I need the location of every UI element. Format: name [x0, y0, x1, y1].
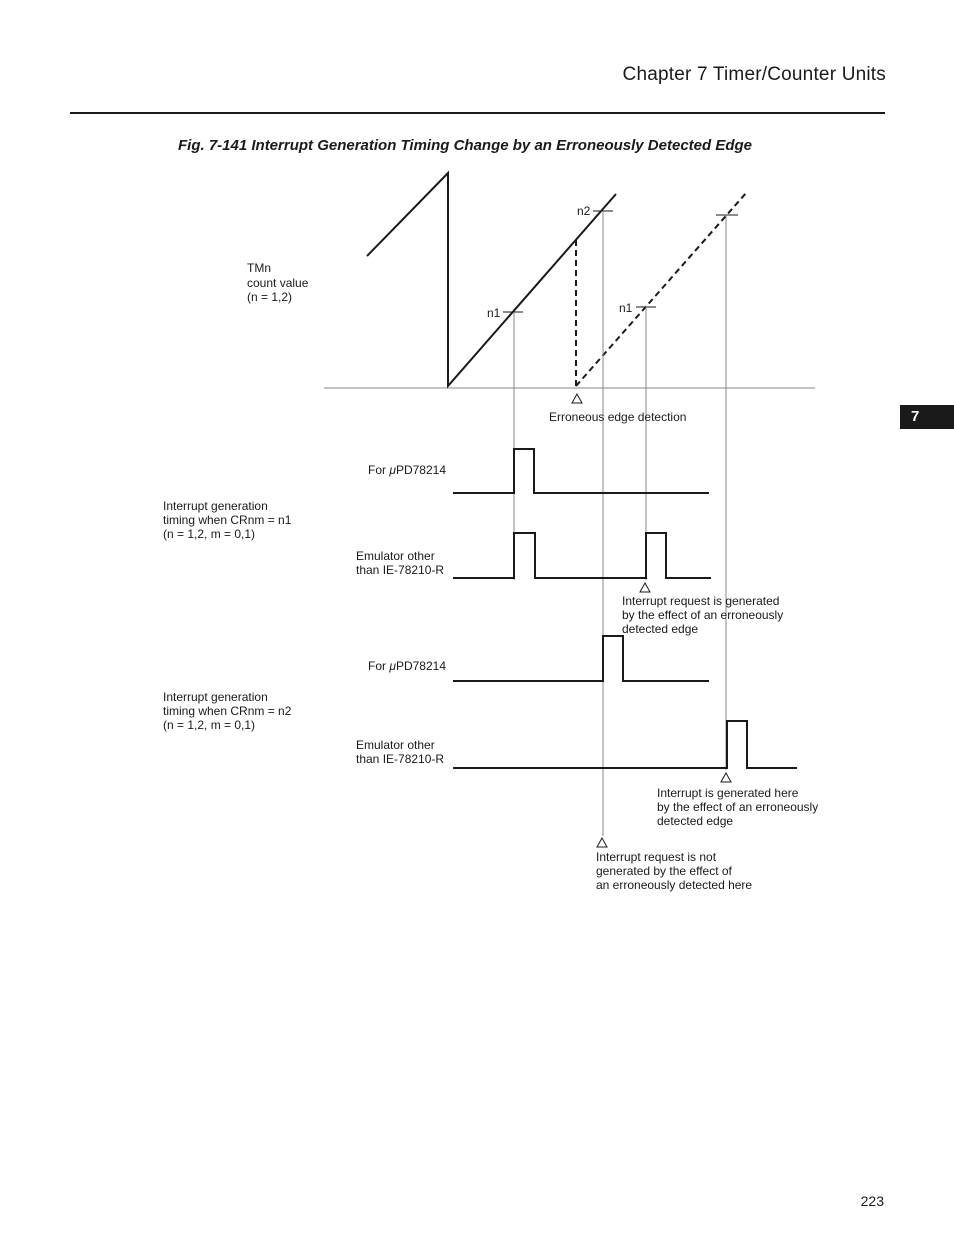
chapter-tab[interactable]: 7: [900, 405, 954, 429]
note3-triangle: [597, 838, 607, 847]
n1-label-a: n1: [487, 306, 501, 320]
figure-caption: Fig. 7-141 Interrupt Generation Timing Change by an Erroneously Detected Edge: [178, 137, 752, 154]
emulator-label-2: Emulator other than IE-78210-R: [356, 738, 445, 766]
note1-text: Interrupt request is generated by the effect of an erroneously detected edge: [622, 594, 784, 636]
n1-label-b: n1: [619, 301, 633, 315]
waveform-emulator-n2: [453, 721, 797, 768]
count-ramp-dashed: [576, 192, 747, 386]
group1-label: Interrupt generation timing when CRnm = n1 (n = 1,2, m = 0,1): [163, 499, 292, 541]
erroneous-edge-label: Erroneous edge detection: [549, 410, 687, 424]
page-number: 223: [860, 1193, 884, 1209]
chapter-header-title: Chapter 7 Timer/Counter Units: [622, 64, 886, 85]
erroneous-edge-triangle: [572, 394, 582, 403]
count-value-label: TMn count value (n = 1,2): [247, 261, 309, 304]
waveform-upd-n2: [453, 636, 709, 681]
for-upd78214-label-2: For μPD78214: [368, 659, 446, 673]
for-upd78214-label-1: For μPD78214: [368, 463, 446, 477]
note1-triangle: [640, 583, 650, 592]
note2-text: Interrupt is generated here by the effect of an erroneously detected edge: [657, 786, 819, 828]
waveform-upd-n1: [453, 449, 709, 493]
group2-label: Interrupt generation timing when CRnm = n2 (n = 1,2, m = 0,1): [163, 690, 292, 732]
note3-text: Interrupt request is not generated by the effect of an erroneously detected here: [596, 850, 753, 892]
emulator-label-1: Emulator other than IE-78210-R: [356, 549, 445, 577]
n2-label: n2: [577, 204, 591, 218]
note2-triangle: [721, 773, 731, 782]
waveform-emulator-n1: [453, 533, 711, 578]
